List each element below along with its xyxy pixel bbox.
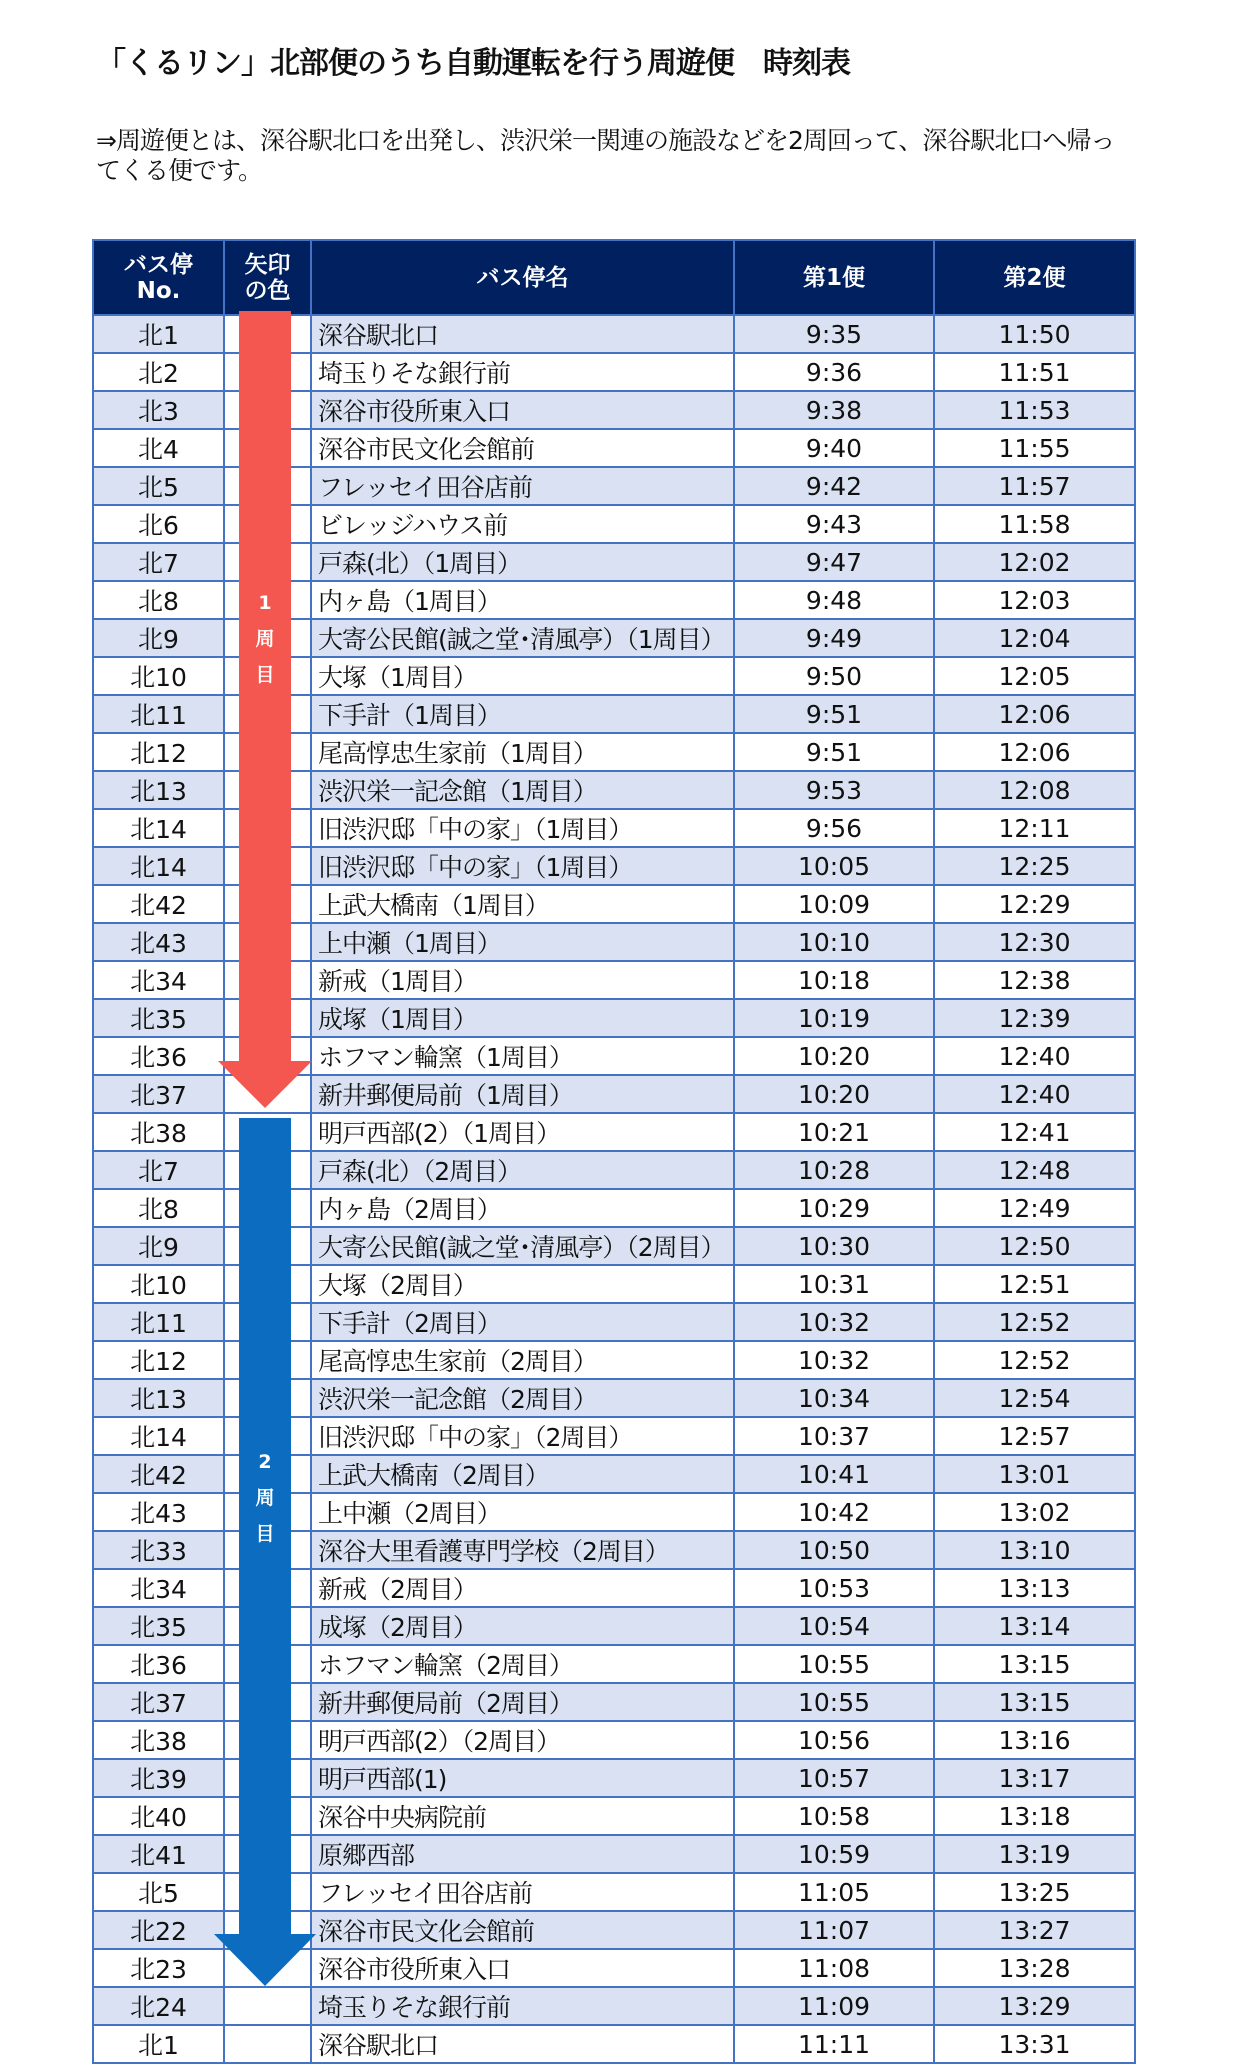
page-title: 「くるリン」北部便のうち自動運転を行う周遊便 時刻表	[96, 46, 850, 81]
stop-no: 北39	[93, 1759, 224, 1797]
stop-no: 北38	[93, 1113, 224, 1151]
trip1-time: 10:54	[734, 1607, 934, 1645]
stop-name: 深谷駅北口	[311, 2025, 734, 2063]
trip1-time: 9:42	[734, 467, 934, 505]
table-row	[93, 2025, 1135, 2063]
trip1-time: 10:58	[734, 1797, 934, 1835]
trip2-time: 12:54	[934, 1379, 1135, 1417]
trip2-time: 12:30	[934, 923, 1135, 961]
trip1-time: 10:28	[734, 1151, 934, 1189]
trip2-time: 12:03	[934, 581, 1135, 619]
stop-no: 北34	[93, 1569, 224, 1607]
stop-name: 内ヶ島（1周目）	[311, 581, 734, 619]
stop-no: 北40	[93, 1797, 224, 1835]
stop-no: 北33	[93, 1531, 224, 1569]
stop-name: 深谷市役所東入口	[311, 1949, 734, 1987]
stop-name: 新戒（2周目）	[311, 1569, 734, 1607]
stop-no: 北8	[93, 581, 224, 619]
stop-name: ビレッジハウス前	[311, 505, 734, 543]
stop-name: 新井郵便局前（1周目）	[311, 1075, 734, 1113]
trip1-time: 10:21	[734, 1113, 934, 1151]
trip2-time: 12:08	[934, 771, 1135, 809]
trip1-time: 10:09	[734, 885, 934, 923]
trip1-time: 10:42	[734, 1493, 934, 1531]
stop-name: フレッセイ田谷店前	[311, 1873, 734, 1911]
stop-name: 大寄公民館(誠之堂･清風亭）（1周目）	[311, 619, 734, 657]
trip1-time: 10:10	[734, 923, 934, 961]
stop-no: 北14	[93, 847, 224, 885]
trip2-time: 12:05	[934, 657, 1135, 695]
trip2-time: 12:39	[934, 999, 1135, 1037]
arrow-cell	[224, 1987, 311, 2025]
trip1-time: 11:09	[734, 1987, 934, 2025]
trip2-time: 13:01	[934, 1455, 1135, 1493]
trip1-time: 10:32	[734, 1303, 934, 1341]
stop-name: 明戸西部(1)	[311, 1759, 734, 1797]
stop-name: 新戒（1周目）	[311, 961, 734, 999]
stop-no: 北7	[93, 1151, 224, 1189]
trip1-time: 9:56	[734, 809, 934, 847]
arrow-cell	[224, 2025, 311, 2063]
trip2-time: 12:02	[934, 543, 1135, 581]
stop-name: 戸森(北）（1周目）	[311, 543, 734, 581]
trip2-time: 11:57	[934, 467, 1135, 505]
trip2-time: 13:17	[934, 1759, 1135, 1797]
stop-name: 深谷駅北口	[311, 315, 734, 353]
stop-no: 北43	[93, 923, 224, 961]
stop-name: 上武大橋南（1周目）	[311, 885, 734, 923]
stop-name: フレッセイ田谷店前	[311, 467, 734, 505]
trip1-time: 9:35	[734, 315, 934, 353]
stop-no: 北35	[93, 1607, 224, 1645]
stop-name: 明戸西部(2）（1周目）	[311, 1113, 734, 1151]
trip2-time: 13:31	[934, 2025, 1135, 2063]
stop-name: 旧渋沢邸「中の家」（1周目）	[311, 809, 734, 847]
stop-no: 北34	[93, 961, 224, 999]
trip1-time: 9:36	[734, 353, 934, 391]
trip2-time: 12:29	[934, 885, 1135, 923]
header-row	[93, 240, 1135, 315]
trip1-time: 10:55	[734, 1645, 934, 1683]
stop-no: 北9	[93, 619, 224, 657]
trip1-time: 10:29	[734, 1189, 934, 1227]
header-stop-name: バス停名	[311, 240, 734, 315]
stop-no: 北5	[93, 467, 224, 505]
lap1-arrow-icon	[215, 311, 315, 1111]
trip2-time: 13:28	[934, 1949, 1135, 1987]
stop-no: 北1	[93, 315, 224, 353]
trip2-time: 13:27	[934, 1911, 1135, 1949]
trip2-time: 13:13	[934, 1569, 1135, 1607]
stop-name: 成塚（2周目）	[311, 1607, 734, 1645]
trip1-time: 11:08	[734, 1949, 934, 1987]
trip1-time: 10:57	[734, 1759, 934, 1797]
stop-no: 北11	[93, 695, 224, 733]
trip1-time: 9:47	[734, 543, 934, 581]
stop-no: 北42	[93, 885, 224, 923]
trip2-time: 12:40	[934, 1037, 1135, 1075]
trip2-time: 12:40	[934, 1075, 1135, 1113]
trip1-time: 10:32	[734, 1341, 934, 1379]
stop-name: 深谷市役所東入口	[311, 391, 734, 429]
trip1-time: 9:51	[734, 695, 934, 733]
stop-name: 埼玉りそな銀行前	[311, 1987, 734, 2025]
trip1-time: 10:05	[734, 847, 934, 885]
stop-no: 北12	[93, 1341, 224, 1379]
stop-name: 上中瀬（2周目）	[311, 1493, 734, 1531]
trip2-time: 13:10	[934, 1531, 1135, 1569]
stop-name: 上中瀬（1周目）	[311, 923, 734, 961]
trip2-time: 11:50	[934, 315, 1135, 353]
header-trip-2: 第2便	[934, 240, 1135, 315]
trip1-time: 9:40	[734, 429, 934, 467]
trip2-time: 13:02	[934, 1493, 1135, 1531]
trip1-time: 9:53	[734, 771, 934, 809]
trip2-time: 12:51	[934, 1265, 1135, 1303]
trip2-time: 12:25	[934, 847, 1135, 885]
trip2-time: 13:15	[934, 1645, 1135, 1683]
stop-no: 北12	[93, 733, 224, 771]
trip1-time: 11:05	[734, 1873, 934, 1911]
stop-name: 下手計（2周目）	[311, 1303, 734, 1341]
trip1-time: 10:41	[734, 1455, 934, 1493]
trip2-time: 11:55	[934, 429, 1135, 467]
stop-name: 戸森(北）（2周目）	[311, 1151, 734, 1189]
stop-no: 北1	[93, 2025, 224, 2063]
stop-no: 北42	[93, 1455, 224, 1493]
description: ⇒周遊便とは、深谷駅北口を出発し、渋沢栄一関連の施設などを2周回って、深谷駅北口へ帰ってくる便です。	[96, 126, 1115, 185]
trip2-time: 13:29	[934, 1987, 1135, 2025]
stop-name: 新井郵便局前（2周目）	[311, 1683, 734, 1721]
stop-no: 北13	[93, 771, 224, 809]
trip2-time: 11:51	[934, 353, 1135, 391]
stop-name: 大塚（2周目）	[311, 1265, 734, 1303]
stop-name: 渋沢栄一記念館（1周目）	[311, 771, 734, 809]
trip2-time: 13:19	[934, 1835, 1135, 1873]
trip2-time: 12:57	[934, 1417, 1135, 1455]
trip2-time: 12:52	[934, 1341, 1135, 1379]
stop-no: 北36	[93, 1645, 224, 1683]
trip1-time: 10:18	[734, 961, 934, 999]
stop-name: 深谷中央病院前	[311, 1797, 734, 1835]
stop-name: 深谷市民文化会館前	[311, 1911, 734, 1949]
stop-name: 大寄公民館(誠之堂･清風亭）（2周目）	[311, 1227, 734, 1265]
stop-no: 北6	[93, 505, 224, 543]
stop-name: 渋沢栄一記念館（2周目）	[311, 1379, 734, 1417]
trip1-time: 10:20	[734, 1037, 934, 1075]
trip2-time: 11:53	[934, 391, 1135, 429]
lap2-label: 2 周 目	[255, 1451, 275, 1545]
stop-name: 下手計（1周目）	[311, 695, 734, 733]
stop-no: 北8	[93, 1189, 224, 1227]
trip2-time: 12:06	[934, 733, 1135, 771]
trip1-time: 10:19	[734, 999, 934, 1037]
trip1-time: 10:56	[734, 1721, 934, 1759]
lap1-label: 1 周 目	[255, 592, 275, 686]
trip2-time: 13:25	[934, 1873, 1135, 1911]
stop-no: 北43	[93, 1493, 224, 1531]
stop-name: ホフマン輪窯（2周目）	[311, 1645, 734, 1683]
stop-no: 北11	[93, 1303, 224, 1341]
stop-no: 北3	[93, 391, 224, 429]
trip2-time: 11:58	[934, 505, 1135, 543]
trip2-time: 12:49	[934, 1189, 1135, 1227]
trip2-time: 12:38	[934, 961, 1135, 999]
trip1-time: 10:59	[734, 1835, 934, 1873]
stop-no: 北37	[93, 1683, 224, 1721]
trip2-time: 12:48	[934, 1151, 1135, 1189]
stop-name: 深谷大里看護専門学校（2周目）	[311, 1531, 734, 1569]
stop-no: 北22	[93, 1911, 224, 1949]
stop-name: 内ヶ島（2周目）	[311, 1189, 734, 1227]
trip1-time: 9:50	[734, 657, 934, 695]
stop-name: 成塚（1周目）	[311, 999, 734, 1037]
trip2-time: 12:41	[934, 1113, 1135, 1151]
stop-no: 北5	[93, 1873, 224, 1911]
trip1-time: 10:20	[734, 1075, 934, 1113]
stop-no: 北2	[93, 353, 224, 391]
stop-name: 旧渋沢邸「中の家」（1周目）	[311, 847, 734, 885]
trip1-time: 9:43	[734, 505, 934, 543]
trip2-time: 13:14	[934, 1607, 1135, 1645]
trip1-time: 10:50	[734, 1531, 934, 1569]
stop-name: 原郷西部	[311, 1835, 734, 1873]
trip2-time: 13:18	[934, 1797, 1135, 1835]
trip1-time: 10:37	[734, 1417, 934, 1455]
stop-no: 北14	[93, 1417, 224, 1455]
trip1-time: 11:11	[734, 2025, 934, 2063]
stop-no: 北41	[93, 1835, 224, 1873]
stop-no: 北38	[93, 1721, 224, 1759]
stop-name: 明戸西部(2）（2周目）	[311, 1721, 734, 1759]
stop-no: 北13	[93, 1379, 224, 1417]
stop-no: 北37	[93, 1075, 224, 1113]
trip1-time: 10:55	[734, 1683, 934, 1721]
trip1-time: 10:53	[734, 1569, 934, 1607]
table-row	[93, 1987, 1135, 2025]
trip1-time: 11:07	[734, 1911, 934, 1949]
stop-no: 北7	[93, 543, 224, 581]
trip1-time: 9:51	[734, 733, 934, 771]
stop-no: 北14	[93, 809, 224, 847]
trip1-time: 9:38	[734, 391, 934, 429]
stop-no: 北35	[93, 999, 224, 1037]
trip2-time: 12:06	[934, 695, 1135, 733]
stop-name: 旧渋沢邸「中の家」（2周目）	[311, 1417, 734, 1455]
stop-no: 北36	[93, 1037, 224, 1075]
trip1-time: 9:49	[734, 619, 934, 657]
stop-no: 北10	[93, 1265, 224, 1303]
trip1-time: 10:30	[734, 1227, 934, 1265]
trip2-time: 13:15	[934, 1683, 1135, 1721]
trip1-time: 10:31	[734, 1265, 934, 1303]
trip2-time: 12:52	[934, 1303, 1135, 1341]
stop-name: 大塚（1周目）	[311, 657, 734, 695]
stop-name: 埼玉りそな銀行前	[311, 353, 734, 391]
trip2-time: 13:16	[934, 1721, 1135, 1759]
trip1-time: 9:48	[734, 581, 934, 619]
stop-no: 北23	[93, 1949, 224, 1987]
stop-name: 上武大橋南（2周目）	[311, 1455, 734, 1493]
stop-name: ホフマン輪窯（1周目）	[311, 1037, 734, 1075]
lap2-arrow-icon	[213, 1118, 317, 1988]
header-trip-1: 第1便	[734, 240, 934, 315]
stop-no: 北9	[93, 1227, 224, 1265]
header-stop-no: バス停 No.	[93, 240, 224, 315]
trip2-time: 12:11	[934, 809, 1135, 847]
stop-no: 北4	[93, 429, 224, 467]
stop-name: 尾高惇忠生家前（2周目）	[311, 1341, 734, 1379]
trip2-time: 12:04	[934, 619, 1135, 657]
stop-no: 北24	[93, 1987, 224, 2025]
stop-no: 北10	[93, 657, 224, 695]
header-arrow-color: 矢印 の色	[224, 240, 311, 315]
stop-name: 尾高惇忠生家前（1周目）	[311, 733, 734, 771]
trip1-time: 10:34	[734, 1379, 934, 1417]
trip2-time: 12:50	[934, 1227, 1135, 1265]
stop-name: 深谷市民文化会館前	[311, 429, 734, 467]
